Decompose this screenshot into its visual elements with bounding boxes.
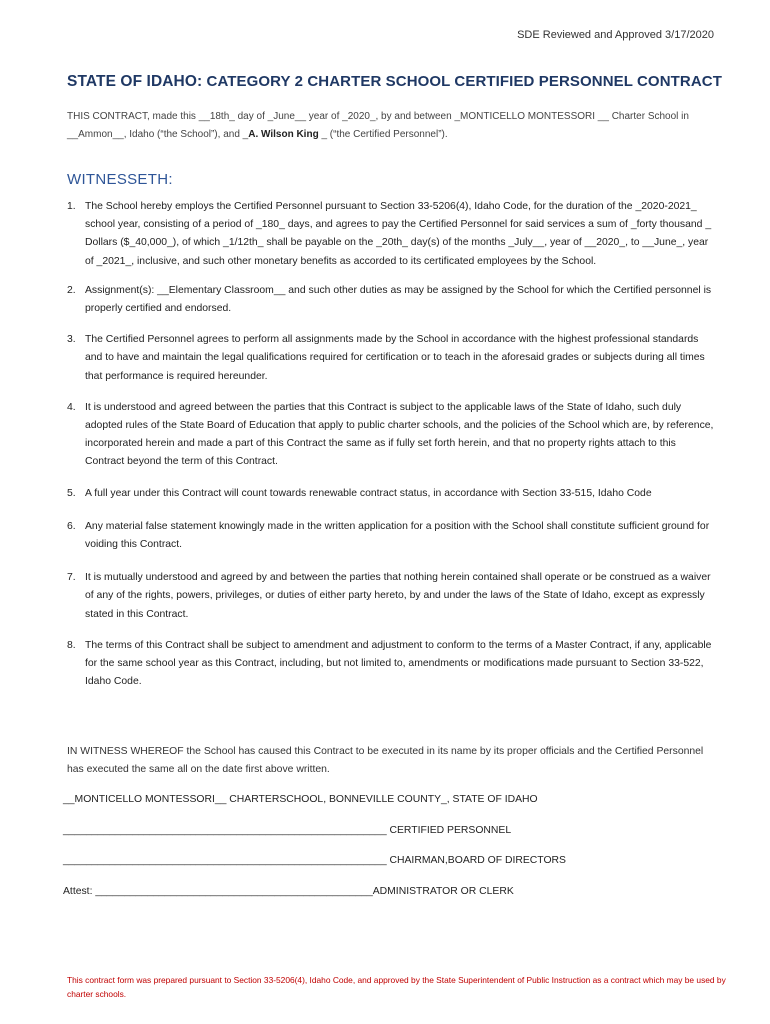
attest-signature-line: Attest: ________________________________________________ADMINISTRATOR OR CLERK bbox=[63, 886, 514, 897]
term-item bbox=[67, 518, 717, 554]
term-text: Any material false statement knowingly made in the written application for a position with the School shall constitute sufficient ground for voiding this Contract. bbox=[85, 520, 710, 551]
term-text: It is mutually understood and agreed by and between the parties that nothing herein contained shall operate or be construed as a waiver of any of the rights, powers, privileges, or duties of either party hereto, by and under the laws of the State of Idaho, except as expressly stated in this Contract. bbox=[85, 572, 711, 620]
term-number: 4. bbox=[67, 401, 76, 413]
term-text: A full year under this Contract will count towards renewable contract status, in accordance with Section 33-515, Idaho Code bbox=[85, 487, 652, 499]
term-item bbox=[67, 485, 717, 503]
term-number: 7. bbox=[67, 572, 76, 584]
term-text: Assignment(s): __Elementary Classroom__ and such other duties as may be assigned by the School for which the Certified personnel is properly certified and endorsed. bbox=[85, 284, 712, 315]
term-text: It is understood and agreed between the parties that this Contract is subject to the applicable laws of the State of Idaho, such duly adopted rules of the State Board of Education that apply to public charter schools, and the policies of the School which are, by reference, incorporated herein and made a part of this Contract the same as if fully set forth herein, and that no property rights attach to this Contract beyond the term of this Contract. bbox=[85, 401, 714, 468]
contract-terms-list bbox=[67, 198, 717, 691]
term-item bbox=[67, 637, 717, 692]
contract-intro-paragraph bbox=[67, 108, 717, 144]
school-signature-line: __MONTICELLO MONTESSORI__ CHARTERSCHOOL, BONNEVILLE COUNTY_, STATE OF IDAHO bbox=[63, 794, 538, 805]
term-number: 1. bbox=[67, 201, 76, 212]
term-number: 6. bbox=[67, 520, 76, 532]
term-item bbox=[67, 198, 717, 271]
employee-name: A. Wilson King bbox=[248, 129, 319, 140]
term-number: 8. bbox=[67, 639, 76, 651]
term-number: 3. bbox=[67, 334, 76, 346]
intro-text-1: THIS CONTRACT, made this __18th_ day of _June__ year of _2020_, by and between _MONTICELLO MONTESSORI __ Charter School in __Ammon__, Idaho (“the School”), and _ bbox=[67, 111, 689, 140]
witnesseth-heading: WITNESSETH: bbox=[67, 171, 173, 188]
certified-personnel-signature-line: ________________________________________________________ CERTIFIED PERSONNEL bbox=[63, 825, 512, 836]
term-number: 5. bbox=[67, 487, 76, 499]
title-rest: CATEGORY 2 CHARTER SCHOOL CERTIFIED PERSONNEL CONTRACT bbox=[202, 73, 722, 90]
chairman-signature-line: ________________________________________________________ CHAIRMAN,BOARD OF DIRECTORS bbox=[63, 855, 566, 866]
witness-whereof-paragraph: IN WITNESS WHEREOF the School has caused this Contract to be executed in its name by its proper officials and the Certified Personnel has executed the same all on the date first above written. bbox=[67, 746, 704, 776]
term-number: 2. bbox=[67, 284, 76, 296]
title-lead: STATE OF IDAHO: bbox=[67, 73, 203, 90]
term-item bbox=[67, 282, 717, 318]
term-item bbox=[67, 569, 717, 624]
term-text: The Certified Personnel agrees to perform all assignments made by the School in accordance with the highest professional standards and to have and maintain the legal qualifications required for certification or to teach in the aforesaid grades or subjects during all times that performance is required hereunder. bbox=[85, 334, 705, 382]
contract-title bbox=[67, 73, 722, 91]
term-text: The School hereby employs the Certified Personnel pursuant to Section 33-5206(4), Idaho Code, for the duration of the _2020-2021_ school year, consisting of a period of _180_ days, and agrees to pay the Certified Personnel for said services a sum of _forty thousand _ Dollars ($_40,000_), of which _1/12th_ shall be payable on the _20th_ day(s) of the months _July__, year of __2020_, to __June_, year of _2021_, inclusive, and such other monetary benefits as accorded to its certificated employees by the School. bbox=[85, 201, 712, 267]
term-item bbox=[67, 331, 717, 386]
term-item bbox=[67, 399, 717, 472]
footer-disclaimer: This contract form was prepared pursuant to Section 33-5206(4), Idaho Code, and approved by the State Superintendent of Public Instruction as a contract which may be used by charter schools. bbox=[67, 975, 726, 999]
intro-text-2: _ (“the Certified Personnel”). bbox=[318, 129, 448, 140]
review-stamp-text: SDE Reviewed and Approved 3/17/2020 bbox=[517, 29, 714, 41]
term-text: The terms of this Contract shall be subject to amendment and adjustment to conform to the terms of a Master Contract, if any, applicable for the same school year as this Contract, including, but not limited to, amendments or modifications made pursuant to Section 33-522, Idaho Code. bbox=[85, 639, 712, 688]
